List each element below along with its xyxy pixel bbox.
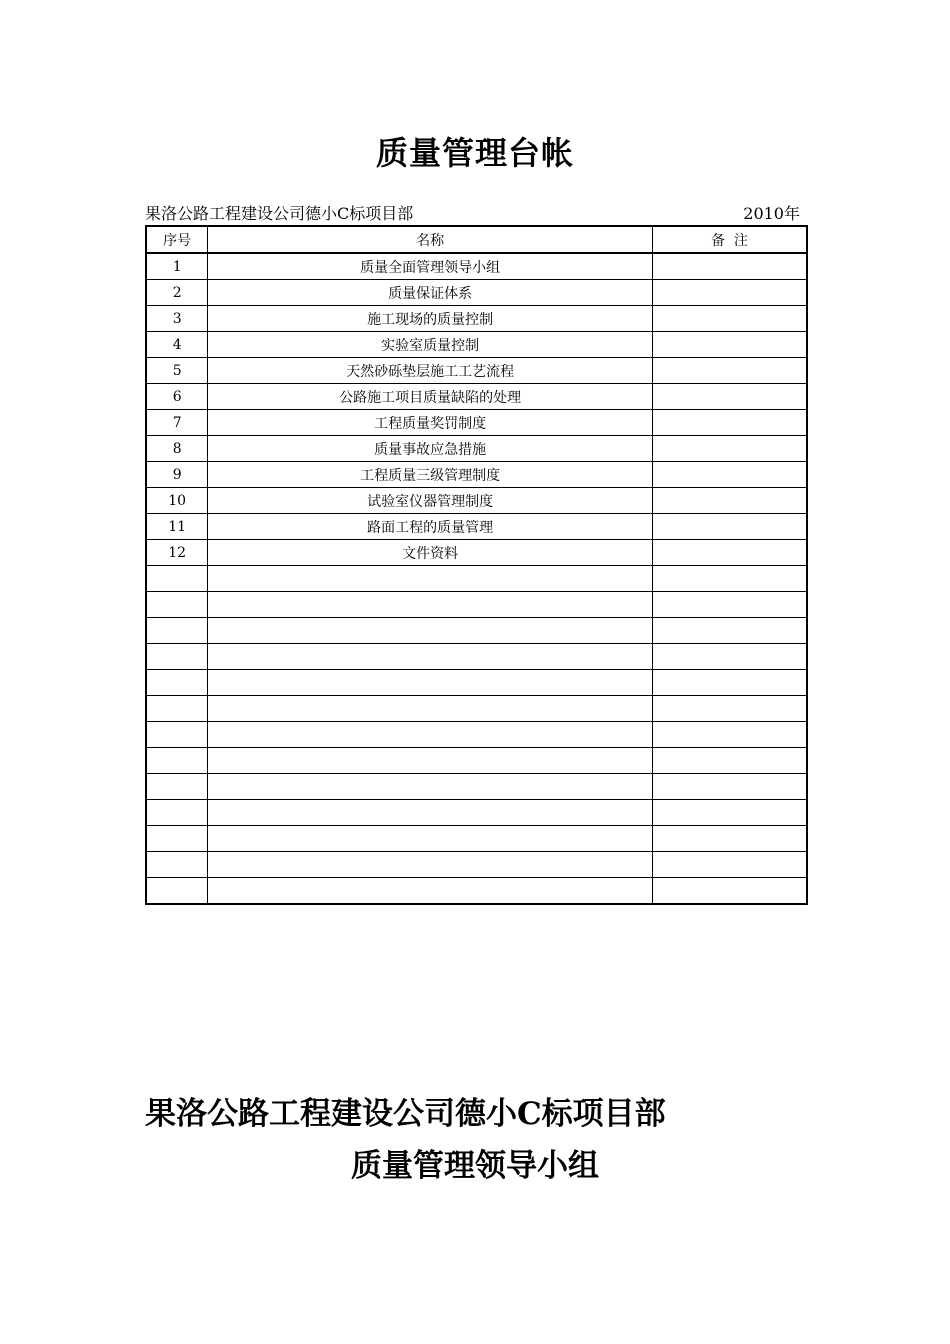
cell-note [652,358,807,384]
cell-note [652,462,807,488]
cell-name [208,696,653,722]
cell-name: 工程质量三级管理制度 [208,462,653,488]
cell-number: 1 [146,253,208,280]
cell-number: 5 [146,358,208,384]
cell-note [652,253,807,280]
cell-note [652,774,807,800]
cell-note [652,670,807,696]
cell-number [146,878,208,905]
table-row [146,306,807,332]
cell-name [208,800,653,826]
cell-note [652,878,807,905]
cell-name: 天然砂砾垫层施工工艺流程 [208,358,653,384]
cell-name [208,748,653,774]
table-row [146,800,807,826]
cell-number: 6 [146,384,208,410]
cell-note [652,722,807,748]
cell-name: 质量保证体系 [208,280,653,306]
cell-number: 8 [146,436,208,462]
table-row [146,722,807,748]
cell-name: 文件资料 [208,540,653,566]
cell-number: 10 [146,488,208,514]
table-body [146,253,807,904]
cell-note [652,306,807,332]
cell-name [208,878,653,905]
cell-number: 7 [146,410,208,436]
cell-name [208,592,653,618]
cell-number [146,774,208,800]
table-row [146,280,807,306]
cell-note [652,566,807,592]
cell-name: 施工现场的质量控制 [208,306,653,332]
cell-note [652,410,807,436]
cell-note [652,618,807,644]
cell-number [146,592,208,618]
table-row [146,540,807,566]
page-title: 质量管理台帐 [375,134,574,172]
table-row [146,253,807,280]
table-row [146,384,807,410]
table-row [146,332,807,358]
table-row [146,592,807,618]
cell-number: 4 [146,332,208,358]
header-note: 备 注 [652,226,807,253]
cell-number [146,722,208,748]
cell-number: 2 [146,280,208,306]
table-row [146,358,807,384]
ledger-subheader [145,201,800,224]
table-row [146,748,807,774]
cell-name: 质量全面管理领导小组 [208,253,653,280]
cell-number [146,852,208,878]
cell-note [652,488,807,514]
footer-group-name: 质量管理领导小组 [351,1148,599,1184]
cell-number: 11 [146,514,208,540]
table-row [146,436,807,462]
table-row [146,488,807,514]
cell-number: 12 [146,540,208,566]
table-row [146,826,807,852]
table-row [146,878,807,905]
table-row [146,644,807,670]
cell-number [146,826,208,852]
table-row [146,618,807,644]
cell-note [652,800,807,826]
cell-name: 质量事故应急措施 [208,436,653,462]
cell-number [146,696,208,722]
cell-name: 路面工程的质量管理 [208,514,653,540]
cell-note [652,696,807,722]
table-row [146,566,807,592]
cell-note [652,514,807,540]
cell-note [652,436,807,462]
table-row [146,774,807,800]
cell-number [146,800,208,826]
table-row [146,410,807,436]
cell-name [208,566,653,592]
cell-note [652,826,807,852]
cell-name [208,722,653,748]
cell-note [652,748,807,774]
cell-name [208,852,653,878]
cell-name: 公路施工项目质量缺陷的处理 [208,384,653,410]
cell-number [146,748,208,774]
ledger-table [145,225,808,905]
cell-number: 9 [146,462,208,488]
header-number: 序号 [146,226,208,253]
cell-note [652,644,807,670]
cell-name [208,644,653,670]
table-row [146,696,807,722]
cell-note [652,852,807,878]
cell-note [652,592,807,618]
cell-number [146,670,208,696]
cell-note [652,280,807,306]
table-row [146,514,807,540]
cell-name [208,774,653,800]
cell-name: 试验室仪器管理制度 [208,488,653,514]
ledger-year: 2010年 [743,204,800,223]
cell-name: 实验室质量控制 [208,332,653,358]
cell-note [652,332,807,358]
cell-number: 3 [146,306,208,332]
cell-name [208,618,653,644]
cell-note [652,540,807,566]
cell-note [652,384,807,410]
cell-number [146,566,208,592]
cell-name [208,826,653,852]
table-header-row [146,226,807,253]
cell-name [208,670,653,696]
header-name: 名称 [208,226,653,253]
organization-name: 果洛公路工程建设公司德小C标项目部 [145,204,414,223]
table-row [146,852,807,878]
cell-number [146,644,208,670]
cell-name: 工程质量奖罚制度 [208,410,653,436]
table-row [146,670,807,696]
cell-number [146,618,208,644]
table-row [146,462,807,488]
footer-organization: 果洛公路工程建设公司德小C标项目部 [145,1096,666,1132]
